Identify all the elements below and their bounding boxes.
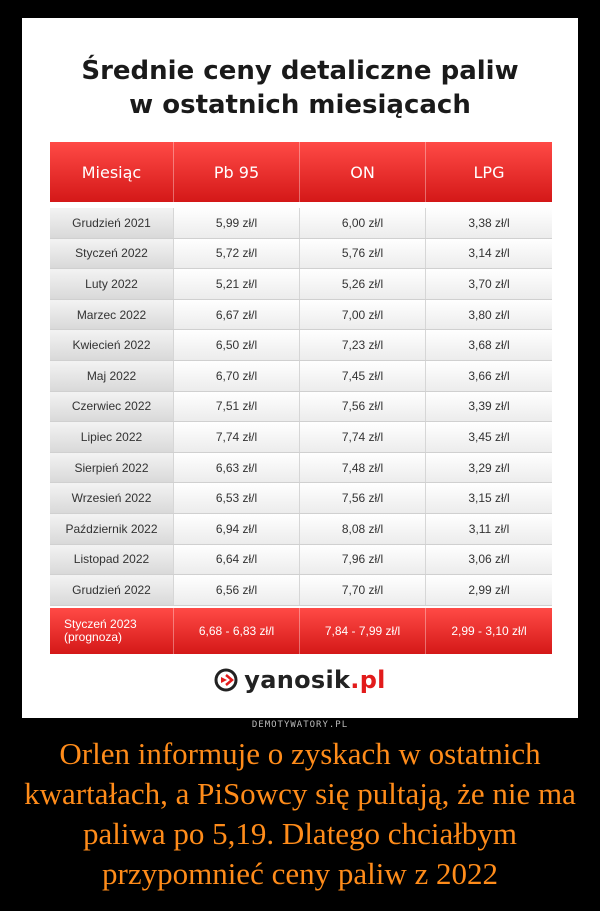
cell-on: 5,26 zł/l — [300, 269, 426, 299]
table-row — [50, 361, 552, 392]
table-row — [50, 575, 552, 606]
forecast-on: 7,84 - 7,99 zł/l — [300, 608, 426, 654]
cell-pb95: 6,64 zł/l — [174, 545, 300, 575]
cell-on: 6,00 zł/l — [300, 208, 426, 238]
page-title — [22, 54, 578, 122]
cell-lpg: 3,06 zł/l — [426, 545, 552, 575]
cell-on: 7,48 zł/l — [300, 453, 426, 483]
cell-on: 5,76 zł/l — [300, 239, 426, 269]
header-on: ON — [300, 142, 426, 202]
cell-lpg: 3,29 zł/l — [426, 453, 552, 483]
cell-lpg: 2,99 zł/l — [426, 575, 552, 605]
cell-pb95: 7,74 zł/l — [174, 422, 300, 452]
cell-on: 7,56 zł/l — [300, 392, 426, 422]
cell-on: 8,08 zł/l — [300, 514, 426, 544]
cell-pb95: 6,53 zł/l — [174, 483, 300, 513]
forecast-month-cell — [50, 608, 174, 654]
cell-pb95: 5,72 zł/l — [174, 239, 300, 269]
title-line-2: w ostatnich miesiącach — [129, 90, 471, 120]
cell-pb95: 6,50 zł/l — [174, 330, 300, 360]
meme-panel — [22, 18, 578, 730]
cell-lpg: 3,80 zł/l — [426, 300, 552, 330]
watermark: DEMOTYWATORY.PL — [251, 720, 349, 730]
cell-month: Marzec 2022 — [50, 300, 174, 330]
cell-month: Październik 2022 — [50, 514, 174, 544]
cell-month: Sierpień 2022 — [50, 453, 174, 483]
forecast-month: Styczeń 2023 — [64, 616, 137, 631]
cell-pb95: 7,51 zł/l — [174, 392, 300, 422]
cell-month: Styczeń 2022 — [50, 239, 174, 269]
table-header — [50, 142, 552, 202]
cell-pb95: 6,56 zł/l — [174, 575, 300, 605]
cell-month: Luty 2022 — [50, 269, 174, 299]
forecast-row — [50, 608, 552, 654]
title-line-1: Średnie ceny detaliczne paliw — [81, 56, 519, 86]
brand-name-text: yanosik — [244, 666, 351, 694]
cell-on: 7,56 zł/l — [300, 483, 426, 513]
cell-lpg: 3,70 zł/l — [426, 269, 552, 299]
cell-on: 7,96 zł/l — [300, 545, 426, 575]
brand-logo — [22, 666, 578, 694]
table-row — [50, 269, 552, 300]
cell-month: Lipiec 2022 — [50, 422, 174, 452]
header-pb95: Pb 95 — [174, 142, 300, 202]
table-row — [50, 545, 552, 576]
table-row — [50, 422, 552, 453]
forecast-pb95: 6,68 - 6,83 zł/l — [174, 608, 300, 654]
cell-month: Czerwiec 2022 — [50, 392, 174, 422]
cell-month: Wrzesień 2022 — [50, 483, 174, 513]
cell-lpg: 3,66 zł/l — [426, 361, 552, 391]
cell-on: 7,00 zł/l — [300, 300, 426, 330]
cell-month: Maj 2022 — [50, 361, 174, 391]
cell-pb95: 5,99 zł/l — [174, 208, 300, 238]
cell-pb95: 6,70 zł/l — [174, 361, 300, 391]
table-row — [50, 239, 552, 270]
table-row — [50, 392, 552, 423]
header-lpg: LPG — [473, 162, 505, 182]
forecast-note: (prognoza) — [64, 629, 123, 644]
table-row — [50, 330, 552, 361]
cell-lpg: 3,39 zł/l — [426, 392, 552, 422]
brand-tld: .pl — [350, 666, 386, 694]
cell-pb95: 6,67 zł/l — [174, 300, 300, 330]
brand-name — [244, 666, 385, 694]
table-row — [50, 208, 552, 239]
cell-lpg: 3,14 zł/l — [426, 239, 552, 269]
table-row — [50, 514, 552, 545]
cell-month: Grudzień 2021 — [50, 208, 174, 238]
table-body — [50, 208, 552, 606]
fuel-price-table — [50, 142, 552, 654]
cell-lpg: 3,45 zł/l — [426, 422, 552, 452]
cell-on: 7,45 zł/l — [300, 361, 426, 391]
cell-lpg: 3,11 zł/l — [426, 514, 552, 544]
cell-lpg: 3,38 zł/l — [426, 208, 552, 238]
table-row — [50, 453, 552, 484]
forecast-lpg: 2,99 - 3,10 zł/l — [426, 608, 552, 654]
header-month: Miesiąc — [50, 142, 174, 202]
cell-pb95: 5,21 zł/l — [174, 269, 300, 299]
cell-on: 7,74 zł/l — [300, 422, 426, 452]
cell-lpg: 3,68 zł/l — [426, 330, 552, 360]
cell-pb95: 6,94 zł/l — [174, 514, 300, 544]
yanosik-logo-icon — [214, 668, 238, 692]
table-row — [50, 483, 552, 514]
cell-pb95: 6,63 zł/l — [174, 453, 300, 483]
cell-month: Listopad 2022 — [50, 545, 174, 575]
meme-caption: Orlen informuje o zyskach w ostatnich kwartałach, a PiSowcy się pultają, że nie ma paliwa po 5,19. Dlatego chciałbym przypomnieć ceny paliw z 2022 — [24, 736, 576, 891]
cell-month: Grudzień 2022 — [50, 575, 174, 605]
cell-month: Kwiecień 2022 — [50, 330, 174, 360]
cell-on: 7,70 zł/l — [300, 575, 426, 605]
table-row — [50, 300, 552, 331]
cell-lpg: 3,15 zł/l — [426, 483, 552, 513]
cell-on: 7,23 zł/l — [300, 330, 426, 360]
